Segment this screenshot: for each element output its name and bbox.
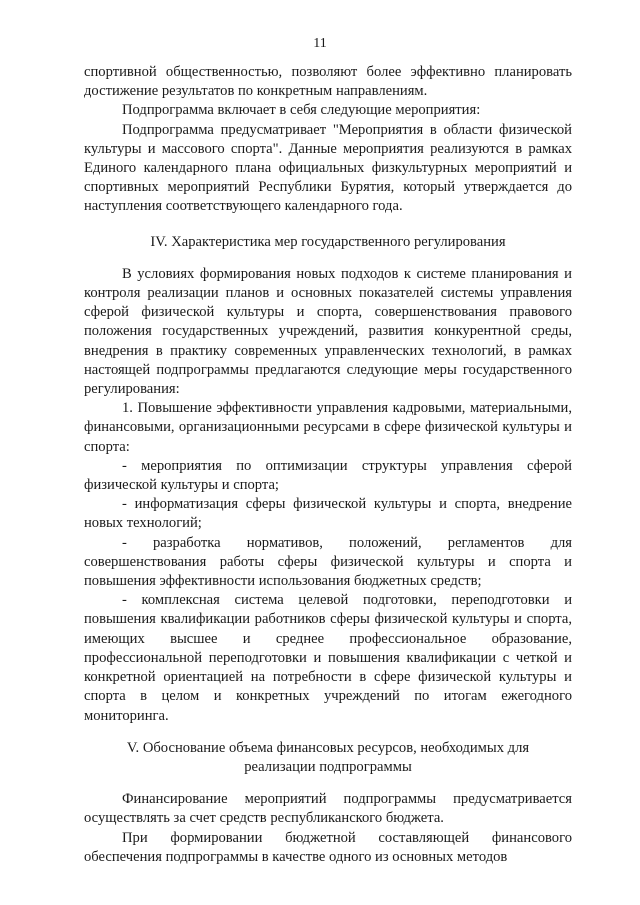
page-content <box>84 63 572 867</box>
paragraph-subprogram-events: Подпрограмма предусматривает "Мероприятия в области физической культуры и массового спорта". Данные мероприятия реализуются в рамках Единого календарного плана официальных физкультурных мероприятий и спортивных мероприятий Республики Бурятия, который утверждается до наступления соответствующего календарного года. <box>84 121 572 215</box>
section-5-paragraph: Финансирование мероприятий подпрограммы предусматривается осуществлять за счет средств республиканского бюджета. <box>84 791 572 827</box>
section-4-intro: В условиях формирования новых подходов к системе планирования и контроля реализации планов и основных показателей системы управления сферой физической культуры и спорта, совершенствования правового положения государственных учреждений, развития конкурентной среды, внедрения в практику современных управленческих технологий, в рамках настоящей подпрограммы предлагаются следующие меры государственного регулирования: <box>84 265 572 398</box>
section-4-heading: IV. Характеристика мер государственного регулирования <box>150 233 506 250</box>
section-4-bullet: - информатизация сферы физической культуры и спорта, внедрение новых технологий; <box>84 496 572 532</box>
section-5-heading-line: V. Обоснование объема финансовых ресурсов, необходимых для <box>126 739 530 756</box>
paragraph-continuation: спортивной общественностью, позволяют более эффективно планировать достижение результатов по конкретным направлениям. <box>84 64 572 100</box>
section-5-paragraph: При формировании бюджетной составляющей финансового обеспечения подпрограммы в качестве одного из основных методов <box>84 829 572 865</box>
section-4-bullet: - разработка нормативов, положений, регламентов для совершенствования работы сферы физической культуры и спорта и повышения эффективности использования бюджетных средств; <box>84 534 572 590</box>
section-4-item-1: 1. Повышение эффективности управления кадровыми, материальными, финансовыми, организационными ресурсами в сфере физической культуры и спорта: <box>84 400 572 455</box>
page-number: 11 <box>313 36 327 51</box>
section-5-heading-line: реализации подпрограммы <box>244 758 412 775</box>
paragraph-includes: Подпрограмма включает в себя следующие мероприятия: <box>122 102 481 119</box>
section-5-heading <box>84 739 572 777</box>
section-4-bullet: - мероприятия по оптимизации структуры управления сферой физической культуры и спорта; <box>84 457 572 494</box>
section-4-bullet: - комплексная система целевой подготовки, переподготовки и повышения квалификации работников сферы физической культуры и спорта, имеющих высшее и среднее профессиональное образование, профессиональной переподготовки и повышения квалификации с четкой и конкретной ориентацией на потребности в сфере физической культуры и спорта в целом и конкретных учреждений по итогам ежегодного мониторинга. <box>84 592 572 724</box>
